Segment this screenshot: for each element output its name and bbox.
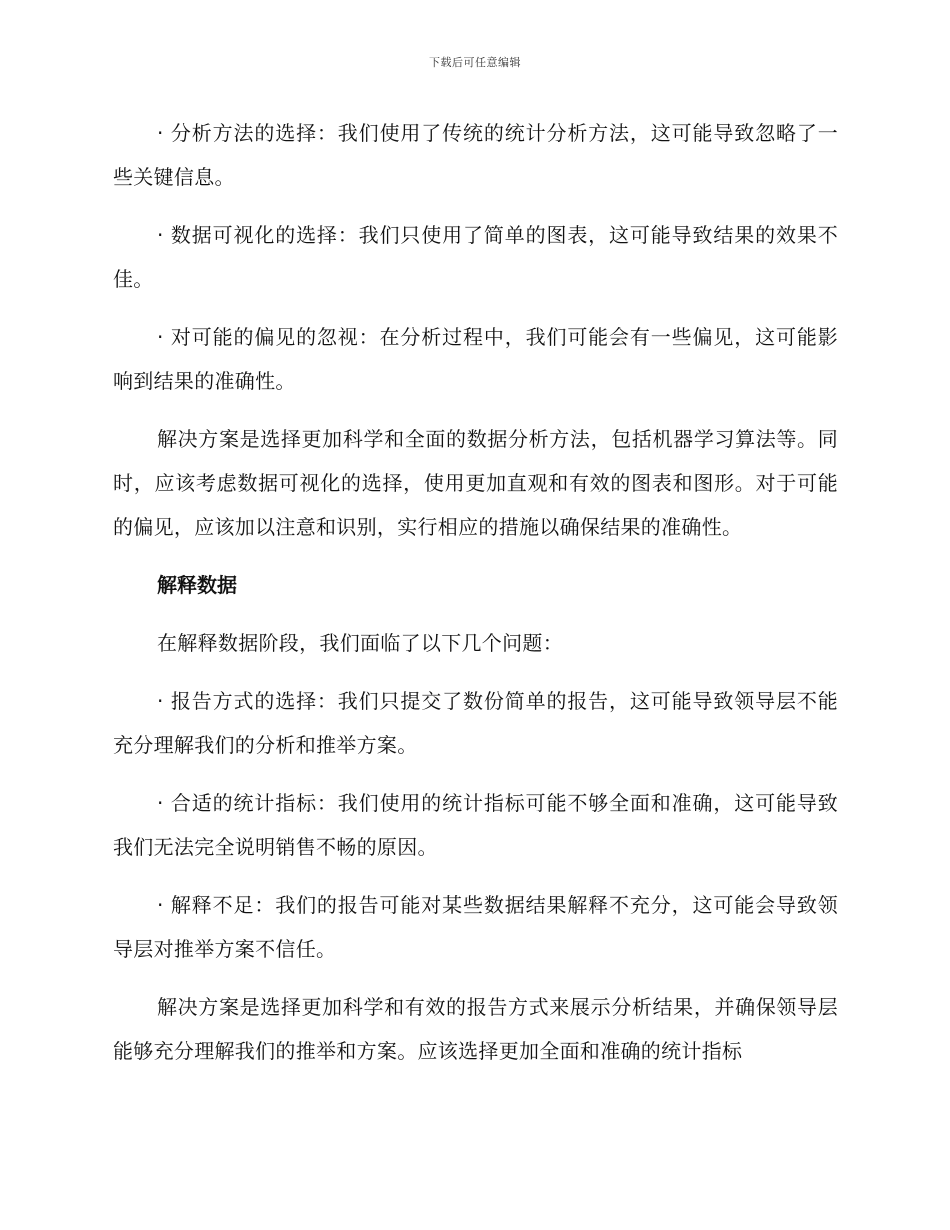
- intro-paragraph-interpret: 在解释数据阶段，我们面临了以下几个问题：: [157, 631, 563, 655]
- bullet-analysis-method: · 分析方法的选择：我们使用了传统的统计分析方法，这可能导致忽略了一些关键信息。: [113, 121, 838, 189]
- bullet-report-format: · 报告方式的选择：我们只提交了数份简单的报告，这可能导致领导层不能充分理解我们的分析和推举方案。: [113, 689, 838, 757]
- bullet-insufficient-explanation: · 解释不足：我们的报告可能对某些数据结果解释不充分，这可能会导致领导层对推举方案不信任。: [113, 893, 838, 961]
- bullet-statistical-indicators: · 合适的统计指标：我们使用的统计指标可能不够全面和准确，这可能导致我们无法完全说明销售不畅的原因。: [113, 791, 838, 859]
- document-body: [113, 111, 838, 1087]
- section-heading-interpret-data: 解释数据: [157, 573, 237, 597]
- bullet-bias-neglect: · 对可能的偏见的忽视：在分析过程中，我们可能会有一些偏见，这可能影响到结果的准确性。: [113, 325, 838, 393]
- solution-paragraph-analysis: 解决方案是选择更加科学和全面的数据分析方法，包括机器学习算法等。同时，应该考虑数据可视化的选择，使用更加直观和有效的图表和图形。对于可能的偏见，应该加以注意和识别，实行相应的措施以确保结果的准确性。: [113, 427, 838, 539]
- page-header: 下载后可任意编辑: [429, 56, 521, 69]
- bullet-visualization-choice: · 数据可视化的选择：我们只使用了简单的图表，这可能导致结果的效果不佳。: [113, 223, 838, 291]
- solution-paragraph-report: 解决方案是选择更加科学和有效的报告方式来展示分析结果，并确保领导层能够充分理解我们的推举和方案。应该选择更加全面和准确的统计指标: [113, 995, 838, 1063]
